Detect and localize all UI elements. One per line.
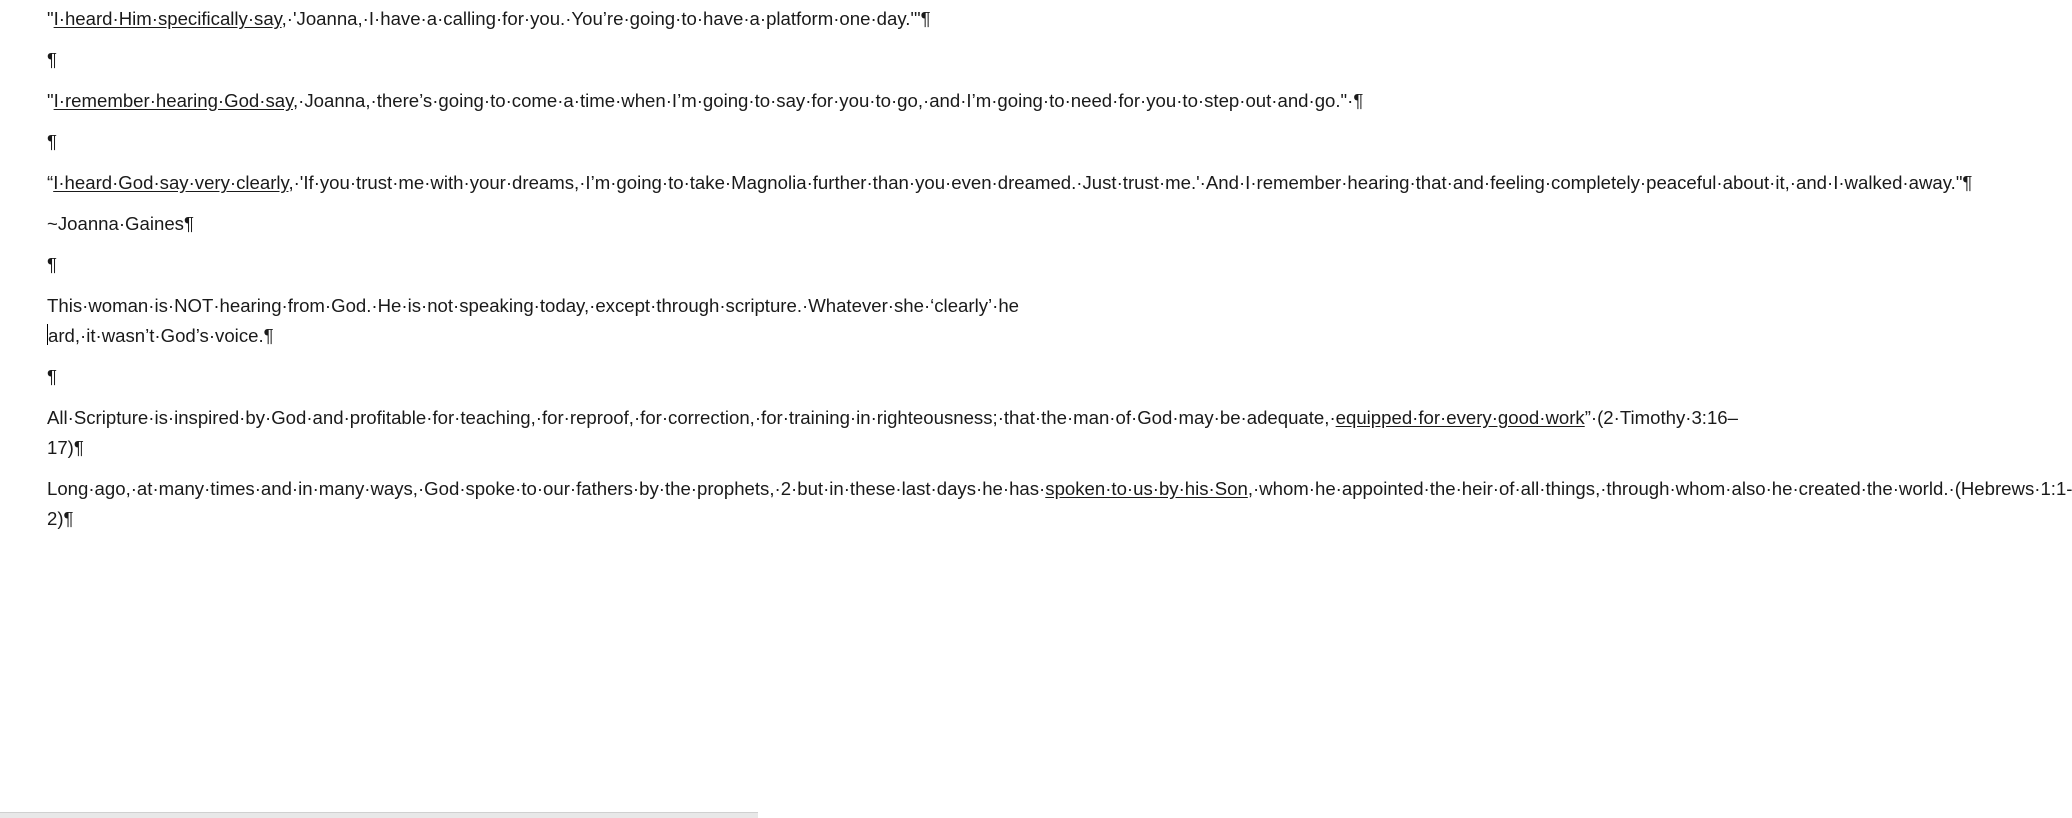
paragraph-text: ”·(2·Timothy·3:16–17) — [47, 407, 1738, 458]
pilcrow-mark: ¶ — [920, 8, 931, 29]
pilcrow-mark: ¶ — [63, 508, 74, 529]
paragraph-text: ,·whom·he·appointed·the·heir·of·all·things,·through·whom·also·he·created·the·world.·(Hebrews·1:1-2) — [47, 478, 2072, 529]
paragraph[interactable] — [47, 474, 2072, 534]
paragraph-text: This·woman·is·NOT·hearing·from·God.·He·is·not·speaking·today,·except·through·scripture.·Whatever·she·‘clearly’·he — [47, 295, 1019, 316]
pilcrow-mark: ¶ — [73, 437, 84, 458]
paragraph-text: " — [47, 90, 54, 111]
paragraph[interactable] — [47, 168, 1973, 198]
paragraph[interactable] — [47, 291, 1019, 351]
underlined-text: spoken·to·us·by·his·Son — [1045, 478, 1248, 499]
paragraph-text: ,·'If·you·trust·me·with·your·dreams,·I’m·going·to·take·Magnolia·further·than·you·even·dreamed.·Just·trust·me.'·And·I·remember·hearing·that·and·feeling·completely·peaceful·about·it,·and·I·walked·away." — [288, 172, 1963, 193]
paragraph[interactable] — [47, 4, 931, 34]
paragraph-text: ~Joanna·Gaines — [47, 213, 184, 234]
underlined-text: I·heard·God·say·very·clearly — [53, 172, 289, 193]
paragraph-text: ,·'Joanna,·I·have·a·calling·for·you.·You’re·going·to·have·a·platform·one·day.'" — [281, 8, 921, 29]
paragraph-text: “ — [47, 172, 54, 193]
paragraph-text: ard,·it·wasn’t·God’s·voice. — [48, 325, 264, 346]
empty-paragraph[interactable] — [47, 362, 737, 392]
pilcrow-mark: ¶ — [47, 366, 57, 387]
pilcrow-mark: ¶ — [47, 49, 57, 70]
underlined-text: I·heard·Him·specifically·say — [53, 8, 282, 29]
paragraph-text: " — [47, 8, 54, 29]
pilcrow-mark: ¶ — [47, 254, 57, 275]
pilcrow-mark: ¶ — [183, 213, 194, 234]
underlined-text: equipped·for·every·good·work — [1335, 407, 1585, 428]
document-body[interactable] — [47, 4, 2072, 545]
pilcrow-mark: ¶ — [1962, 172, 1973, 193]
paragraph-text: ,·Joanna,·there’s·going·to·come·a·time·when·I’m·going·to·say·for·you·to·go,·and·I’m·going·to·need·for·you·to·step·out·and·go."· — [293, 90, 1354, 111]
empty-paragraph[interactable] — [47, 127, 737, 157]
paragraph[interactable] — [47, 86, 1364, 116]
paragraph-text: All·Scripture·is·inspired·by·God·and·profitable·for·teaching,·for·reproof,·for·correction,·for·training·in·righteousness;·that·the·man·of·God·may·be·adequate,· — [47, 407, 1336, 428]
pilcrow-mark: ¶ — [263, 325, 274, 346]
page-bottom-edge — [0, 812, 758, 818]
underlined-text: I·remember·hearing·God·say — [53, 90, 293, 111]
paragraph[interactable] — [47, 209, 737, 239]
pilcrow-mark: ¶ — [47, 131, 57, 152]
empty-paragraph[interactable] — [47, 45, 737, 75]
empty-paragraph[interactable] — [47, 250, 737, 280]
paragraph-text: Long·ago,·at·many·times·and·in·many·ways,·God·spoke·to·our·fathers·by·the·prophets,·2·but·in·these·last·days·he·has· — [47, 478, 1046, 499]
paragraph[interactable] — [47, 403, 1738, 463]
pilcrow-mark: ¶ — [1353, 90, 1364, 111]
